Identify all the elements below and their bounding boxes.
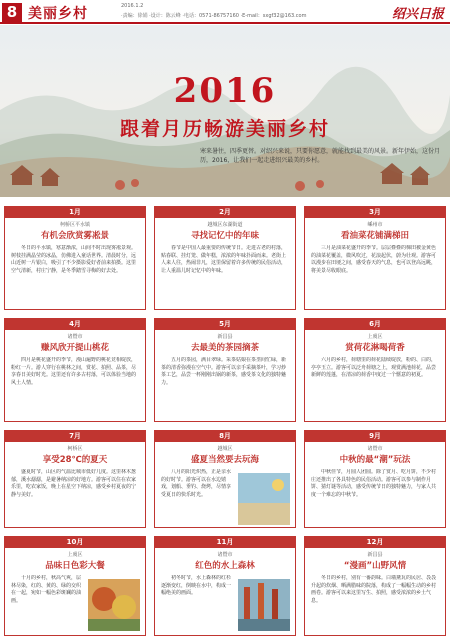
forest-photo [238,579,290,631]
card-title: 品味日色彩大餐 [45,561,105,571]
card-text: 冬日的平水镇，寒意渐浓，山间不时出现雾凇景观。树枝挂满晶莹的冰晶，仿佛进入童话世界。清晨时分，远山近树一片银白，吸引了不少摄影爱好者前来拍摄。这里空气清新，村庄宁静，是冬季踏雪寻梅的好去处。 [11,245,137,274]
month-label: 11月 [155,537,295,548]
card-title: 中秋的最“潮”玩法 [339,455,411,465]
page-header [0,0,450,24]
month-card-1 [4,206,146,310]
hero-year: 2016 [173,71,277,111]
month-card-5 [154,318,296,422]
card-title: 红色的水上森林 [195,561,255,571]
card-title: “漫画”山野风情 [343,561,407,571]
card-title: 盛夏当然要去玩海 [190,455,259,465]
place-label: 诸暨市 [367,446,383,452]
card-title: 享受28℃的夏天 [42,455,108,465]
month-card-7 [4,430,146,528]
month-label: 10月 [5,537,145,548]
place-label: 诸暨市 [67,334,83,340]
place-label: 上虞区 [367,334,383,340]
editor-credits: ·责编：徐娟 ·设计：陈云峰 ·电话：0571-86757160 ·E-mail：sxgf32@163.com [121,13,307,19]
month-card-4 [4,318,146,422]
place-label: 新昌县 [367,552,383,558]
place-label: 诸暨市 [217,552,233,558]
card-text: 三月是油菜花盛开的季节。层层叠叠的梯田被金黄色的油菜花覆盖，微风吹过，花浪起伏，蔚为壮观。游客可以漫步在田埂之间，感受春天的气息，也可以登高远眺，将美景尽收眼底。 [311,245,437,274]
month-card-2 [154,206,296,310]
place-label: 越城区 [217,446,233,452]
card-body [155,469,295,533]
card-text: 春节是中国人最重要的传统节日。走进古老的村落，贴春联、挂灯笼、做年糕，浓浓的年味扑面而来。老街上人来人往，热闹非凡，这里保留着许多传统的民俗活动，让人重温儿时记忆中的年味。 [161,245,287,274]
month-label: 3月 [305,207,445,218]
landscape-illustration [0,25,450,197]
month-card-6 [304,318,446,422]
page-number: 8 [2,3,22,22]
month-card-3 [304,206,446,310]
card-title: 赚风欣开提山桃花 [40,343,109,353]
card-text: 盛夏时节，山区的气温比城市低好几度。这里林木葱郁，溪水潺潺，是避暑纳凉的好地方。游客可以住在农家乐里，吃农家饭，晚上在星空下纳凉，感受乡村夏夜的宁静与美好。 [11,469,137,498]
card-text: 四月是桃花盛开的季节，漫山遍野的桃花竞相绽放，粉红一片。游人穿行在桃林之间，赏花、拍照、品茶，尽享春日美好时光。这里还有许多古村落，可以体验当地的风土人情。 [11,357,137,386]
card-title: 看油菜花铺满梯田 [340,231,409,241]
beach-photo [238,473,290,525]
month-label: 1月 [5,207,145,218]
month-label: 8月 [155,431,295,442]
hero-title: 跟着月历畅游美丽乡村 [119,118,330,140]
month-label: 6月 [305,319,445,330]
place-label: 上虞区 [67,552,83,558]
month-label: 9月 [305,431,445,442]
place-label: 柯桥区平水镇 [59,222,90,228]
card-title: 去最美的茶园摘茶 [190,343,259,353]
month-card-11 [154,536,296,636]
autumn-photo [88,579,140,631]
section-title: 美丽乡村 [28,6,88,22]
card-text: 八月的阳光炽热，正是亲水的好时节。游客可以在水边嬉戏，划船、垂钓、烧烤，尽情享受夏日的快乐时光。 [161,469,232,498]
month-card-9 [304,430,446,528]
card-text: 十月的乡村，秋高气爽，层林尽染，红的、黄的、绿的交织在一起，宛如一幅色彩斑斓的油画。 [11,575,82,604]
card-title: 寻找记忆中的年味 [190,231,259,241]
place-label: 越城区东湖街道 [207,222,243,228]
card-text: 五月的茶园，满目翠绿。采茶姑娘在茶垄间忙碌，新茶的清香弥漫在空气中。游客可以亲手采摘茶叶，学习炒茶工艺，品尝一杯刚刚出锅的新茶，感受茶文化的独特魅力。 [161,357,287,386]
newspaper-name: 绍兴日报 [391,7,444,22]
hero-intro: 寒来暑往，四季更替。对绍兴来说，只要你愿意，就能找到最美的风景。新年伊始，这份月历，2016，让我们一起走进绍兴最美的乡村。 [200,148,441,164]
card-text: 中秋佳节，月圆人团圆。除了赏月、吃月饼，不少村庄还推出了各具特色的民俗活动。游客可以参与制作月饼、猜灯谜等活动，感受传统节日的独特魅力，与家人共度一个难忘的中秋节。 [311,469,437,498]
place-label: 嵊州市 [367,222,383,228]
place-label: 柯桥区 [67,446,83,452]
card-body [5,575,145,641]
month-label: 12月 [305,537,445,548]
card-text: 初冬时节，水上森林的红杉逐渐变红，倒映在水中，构成一幅绝美的画面。 [161,575,232,596]
month-label: 2月 [155,207,295,218]
place-label: 新昌县 [217,334,233,340]
month-card-12 [304,536,446,636]
card-title: 有机会欣赏雾凇景 [40,231,109,241]
month-label: 5月 [155,319,295,330]
card-text: 六月的乡村，荷塘里的荷花陆续绽放，粉的、白的，亭亭玉立。游客可以泛舟荷塘之上，观赏满池荷花，品尝新鲜的莲蓬，在清凉的荷香中度过一个惬意的初夏。 [311,357,437,378]
issue-date: 2016.1.2 [121,3,144,9]
month-card-10 [4,536,146,636]
card-body [155,575,295,641]
card-title: 赏荷花淋喝荷香 [345,343,405,353]
hero-banner [0,25,450,197]
month-label: 7月 [5,431,145,442]
month-label: 4月 [5,319,145,330]
card-text: 冬日的乡村，别有一番韵味。白墙黛瓦的民居、袅袅升起的炊烟、晒满腊味的院落，构成了一幅幅生动的乡村画卷。游客可以来这里写生、拍照，感受浓浓的乡土气息。 [311,575,437,604]
month-card-8 [154,430,296,528]
